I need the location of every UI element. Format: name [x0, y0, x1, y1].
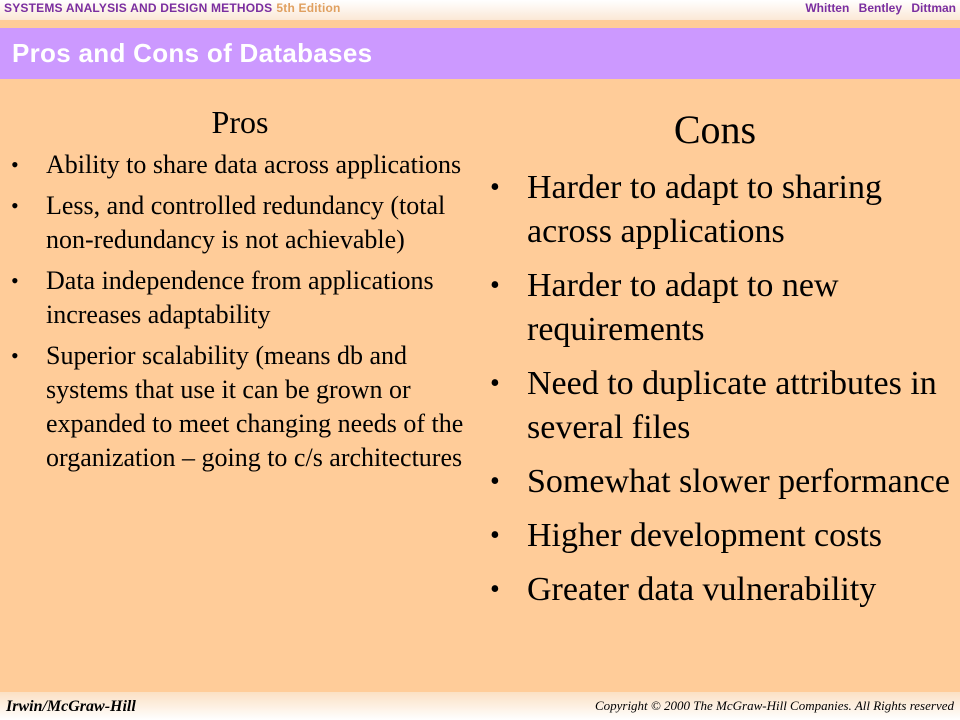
cons-item-text: Somewhat slower performance: [527, 463, 950, 500]
publisher-label: Irwin/McGraw-Hill: [6, 698, 136, 715]
copyright-notice: Copyright © 2000 The McGraw-Hill Companies. All Rights reserved: [594, 698, 954, 713]
bullet-icon: •: [490, 172, 500, 203]
pros-item-text: Superior scalability (means db and systems that use it can be grown or expanded to meet changing needs of the organization – going to c/s architectures: [46, 341, 464, 472]
course-title: SYSTEMS ANALYSIS AND DESIGN METHODS 5th Edition: [4, 1, 341, 15]
pros-list-item: [10, 148, 465, 182]
bullet-icon: •: [11, 152, 19, 177]
bullet-icon: •: [490, 466, 500, 497]
bullet-icon: •: [11, 268, 19, 293]
cons-list: [487, 166, 955, 622]
authors-label: Whitten Bentley Dittman: [805, 1, 956, 15]
cons-list-item: [487, 568, 955, 612]
cons-item-text: Harder to adapt to sharing across applications: [527, 169, 882, 250]
cons-item-text: Greater data vulnerability: [527, 571, 877, 608]
cons-list-item: [487, 264, 955, 352]
bullet-icon: •: [11, 193, 19, 218]
footer-bar: [0, 692, 960, 720]
cons-item-text: Higher development costs: [527, 517, 883, 554]
slide-title-bar: [0, 28, 960, 79]
bullet-icon: •: [490, 574, 500, 605]
edition-label: 5th Edition: [276, 1, 341, 15]
pros-item-text: Data independence from applications increases adaptability: [46, 266, 434, 329]
bullet-icon: •: [490, 368, 500, 399]
cons-item-text: Need to duplicate attributes in several files: [527, 365, 937, 446]
cons-list-item: [487, 514, 955, 558]
pros-list-item: [10, 189, 465, 257]
header-bar: [0, 0, 960, 20]
bullet-icon: •: [11, 343, 19, 368]
pros-item-text: Less, and controlled redundancy (total non-redundancy is not achievable): [46, 191, 446, 254]
pros-list-item: [10, 339, 465, 475]
cons-item-text: Harder to adapt to new requirements: [527, 267, 839, 348]
cons-heading: Cons: [673, 107, 757, 152]
pros-heading: Pros: [211, 104, 269, 140]
bullet-icon: •: [490, 520, 500, 551]
cons-list-item: [487, 166, 955, 254]
pros-item-text: Ability to share data across applications: [46, 150, 462, 179]
bullet-icon: •: [490, 270, 500, 301]
pros-list-item: [10, 264, 465, 332]
slide-content: [0, 80, 960, 692]
slide-title: Pros and Cons of Databases: [12, 38, 373, 68]
pros-list: [10, 148, 465, 482]
cons-list-item: [487, 362, 955, 450]
cons-list-item: [487, 460, 955, 504]
